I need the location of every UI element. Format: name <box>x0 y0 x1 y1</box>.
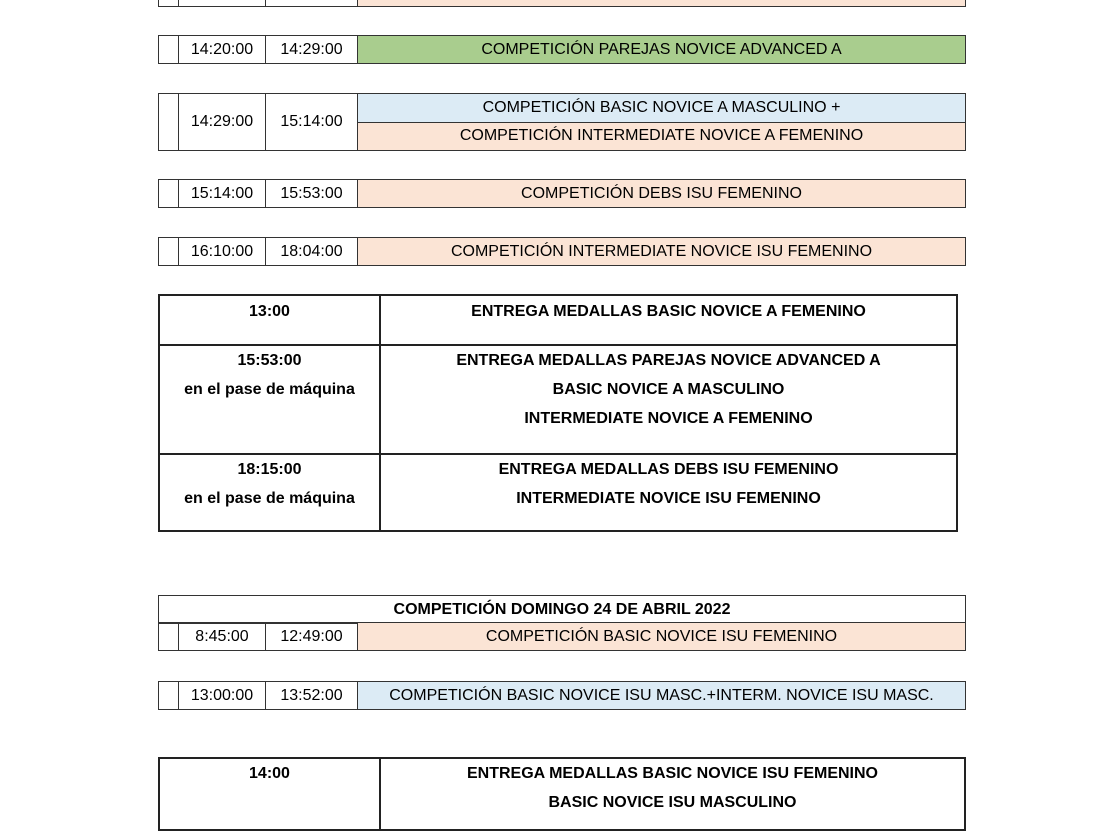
event-description: COMPETICIÓN DEBS ISU FEMENINO <box>358 180 965 207</box>
medal-time-note: en el pase de máquina <box>184 381 355 398</box>
end-time: 18:04:00 <box>266 238 358 265</box>
end-time: 15:14:00 <box>266 94 358 150</box>
start-time: 13:00:00 <box>179 682 266 709</box>
start-time: 16:10:00 <box>179 238 266 265</box>
previous-row-fragment <box>158 0 966 7</box>
medal-description: INTERMEDIATE NOVICE ISU FEMENINO <box>516 490 821 507</box>
medal-description: BASIC NOVICE ISU MASCULINO <box>548 794 797 811</box>
medals-row <box>160 453 956 530</box>
medal-description: ENTREGA MEDALLAS BASIC NOVICE ISU FEMENINO <box>467 765 878 782</box>
event-description: COMPETICIÓN BASIC NOVICE ISU FEMENINO <box>358 623 965 650</box>
start-time: 14:29:00 <box>179 94 266 150</box>
medal-time-note: en el pase de máquina <box>184 490 355 507</box>
medal-time: 13:00 <box>249 303 290 320</box>
medals-table <box>158 757 966 831</box>
event-description: COMPETICIÓN INTERMEDIATE NOVICE A FEMENINO <box>358 123 965 151</box>
end-time: 14:29:00 <box>266 36 358 63</box>
medal-description: ENTREGA MEDALLAS DEBS ISU FEMENINO <box>498 461 839 478</box>
medal-time: 18:15:00 <box>237 461 302 478</box>
end-time: 12:49:00 <box>266 623 358 650</box>
schedule-row <box>158 35 966 64</box>
event-description: COMPETICIÓN BASIC NOVICE ISU MASC.+INTERM. NOVICE ISU MASC. <box>358 682 965 709</box>
medal-time: 14:00 <box>249 765 290 782</box>
start-time: 15:14:00 <box>179 180 266 207</box>
end-time: 15:53:00 <box>266 180 358 207</box>
event-description: COMPETICIÓN INTERMEDIATE NOVICE ISU FEMENINO <box>358 238 965 265</box>
medals-row <box>160 344 956 453</box>
medal-description: INTERMEDIATE NOVICE A FEMENINO <box>524 410 813 427</box>
medal-description: BASIC NOVICE A MASCULINO <box>552 381 785 398</box>
medal-description: ENTREGA MEDALLAS BASIC NOVICE A FEMENINO <box>471 303 866 320</box>
event-description: COMPETICIÓN BASIC NOVICE A MASCULINO + <box>358 94 965 123</box>
schedule-row <box>158 237 966 266</box>
start-time: 8:45:00 <box>179 623 266 650</box>
medals-table <box>158 294 958 532</box>
schedule-row <box>158 622 966 651</box>
medal-description: ENTREGA MEDALLAS PAREJAS NOVICE ADVANCED A <box>456 352 881 369</box>
end-time: 13:52:00 <box>266 682 358 709</box>
medals-row <box>160 759 964 829</box>
start-time: 14:20:00 <box>179 36 266 63</box>
schedule-row <box>158 93 966 151</box>
event-description: COMPETICIÓN PAREJAS NOVICE ADVANCED A <box>358 36 965 63</box>
schedule-row <box>158 179 966 208</box>
medal-time: 15:53:00 <box>237 352 302 369</box>
medals-row <box>160 296 956 344</box>
schedule-row <box>158 681 966 710</box>
section-title: COMPETICIÓN DOMINGO 24 DE ABRIL 2022 <box>158 595 966 624</box>
